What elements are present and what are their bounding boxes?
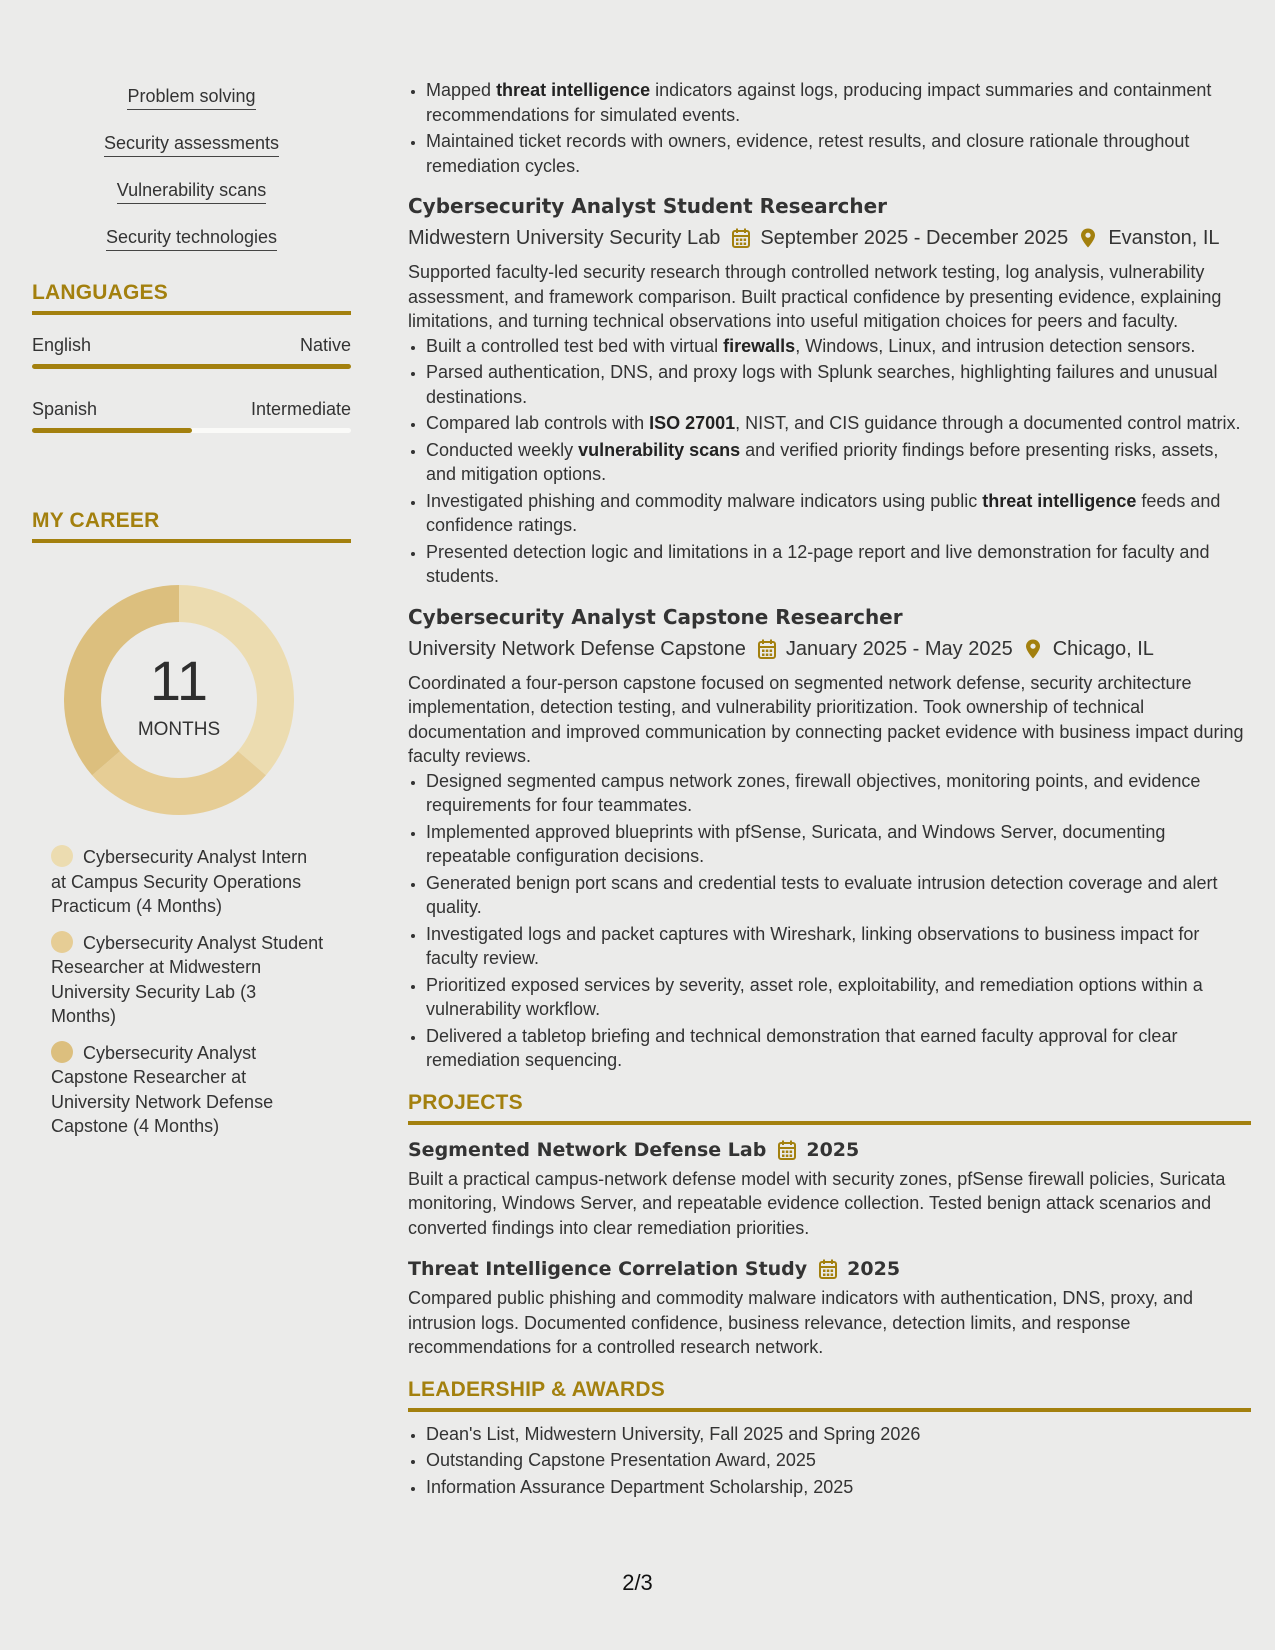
- job-title: Cybersecurity Analyst Capstone Researcher: [408, 604, 903, 629]
- career-donut-chart: [64, 585, 294, 815]
- bullet-item: • Designed segmented campus network zones, firewall objectives, monitoring points, and evidence requirements for four teammates.: [426, 769, 1251, 818]
- calendar-icon: [732, 228, 750, 248]
- bullet-item: • Generated benign port scans and credential tests to evaluate intrusion detection coverage and alert quality.: [426, 871, 1251, 920]
- award-item: • Outstanding Capstone Presentation Award, 2025: [426, 1448, 1251, 1473]
- skills-list: [32, 0, 351, 251]
- language-bar-fill: [32, 428, 192, 433]
- legend-label: Cybersecurity Analyst Student Researcher at Midwestern University Security Lab (3 Months): [51, 932, 324, 1026]
- career-total-months: 11: [149, 649, 209, 712]
- career-unit-label: MONTHS: [137, 719, 221, 740]
- job-description: Coordinated a four-person capstone focused on segmented network defense, security architecture implementation, detection testing, and vulnerability prioritization. Took ownership of technical documentation and improved communication by connecting packet evidence with business impact during faculty reviews.: [408, 672, 1244, 766]
- job-title: Cybersecurity Analyst Student Researcher: [408, 194, 887, 218]
- job-meta: [408, 635, 1251, 663]
- bullet-item: • Mapped threat intelligence indicators against logs, producing impact summaries and containment recommendations for simulated events.: [426, 78, 1251, 127]
- awards-heading: LEADERSHIP & AWARDS: [408, 1378, 1251, 1412]
- language-bar: [32, 364, 351, 369]
- job-bullets: [408, 769, 1251, 1073]
- languages-heading: LANGUAGES: [32, 281, 351, 315]
- location-pin-icon: [1080, 228, 1098, 248]
- language-name: Spanish: [32, 399, 98, 419]
- right-column: [408, 78, 1251, 1501]
- legend-label: Cybersecurity Analyst Intern at Campus Security Operations Practicum (4 Months): [51, 847, 308, 916]
- job-org: Midwestern University Security Lab: [408, 227, 721, 249]
- job-entry: [408, 603, 1251, 1073]
- award-item: • Information Assurance Department Scholarship, 2025: [426, 1475, 1251, 1500]
- bullet-item: • Investigated logs and packet captures with Wireshark, linking observations to business impact for faculty review.: [426, 922, 1251, 971]
- job-org: University Network Defense Capstone: [408, 637, 746, 660]
- location-pin-icon: [1025, 639, 1043, 659]
- languages-section: [32, 281, 351, 433]
- project-entry: [408, 1137, 1251, 1241]
- bullet-item: • Prioritized exposed services by severity, asset role, exploitability, and remediation options within a vulnerability workflow.: [426, 973, 1251, 1022]
- bullet-item: • Implemented approved blueprints with pfSense, Suricata, and Windows Server, documenting repeatable configuration decisions.: [426, 820, 1251, 869]
- previous-job-bullets: [408, 78, 1251, 178]
- language-item: [32, 399, 351, 433]
- calendar-icon: [819, 1259, 837, 1279]
- legend-dot: [51, 845, 73, 867]
- bullet-item: • Investigated phishing and commodity malware indicators using public threat intelligence feeds and confidence ratings.: [426, 489, 1251, 538]
- legend-dot: [51, 1041, 73, 1063]
- language-item: [32, 335, 351, 369]
- award-item: • Dean's List, Midwestern University, Fall 2025 and Spring 2026: [426, 1422, 1251, 1447]
- project-date: 2025: [847, 1258, 901, 1280]
- bullet-item: • Parsed authentication, DNS, and proxy logs with Splunk searches, highlighting failures and unusual destinations.: [426, 360, 1251, 409]
- language-level: Intermediate: [250, 399, 351, 419]
- bullet-item: • Built a controlled test bed with virtual firewalls, Windows, Linux, and intrusion detection sensors.: [426, 334, 1251, 359]
- legend-label: Cybersecurity Analyst Capstone Researcher at University Network Defense Capstone (4 Months): [51, 1042, 274, 1136]
- legend-dot: [51, 931, 73, 953]
- job-dates: January 2025 - May 2025: [785, 637, 1013, 660]
- awards-list: [408, 1422, 1251, 1500]
- career-section: [32, 509, 351, 1139]
- project-description: Compared public phishing and commodity malware indicators with authentication, DNS, proxy, and intrusion logs. Documented confidence, business relevance, detection limits, and response recommendations for a controlled research network.: [408, 1288, 1194, 1357]
- project-entry: [408, 1256, 1251, 1360]
- career-heading: MY CAREER: [32, 509, 351, 543]
- job-bullets: [408, 334, 1251, 589]
- job-location: Chicago, IL: [1052, 637, 1154, 660]
- job-entry: [408, 192, 1251, 589]
- page-number: 2/3: [622, 1570, 653, 1595]
- project-title: Segmented Network Defense Lab: [408, 1138, 767, 1161]
- skill-item: Security technologies: [106, 227, 277, 251]
- legend-item: [51, 931, 326, 1029]
- project-description: Built a practical campus-network defense model with security zones, pfSense firewall policies, Suricata monitoring, Windows Server, and repeatable evidence collection. Tested benign attack scenarios and converted findings into clear remediation priorities.: [408, 1168, 1226, 1238]
- awards-section: [408, 1378, 1251, 1500]
- job-dates: September 2025 - December 2025: [760, 227, 1069, 249]
- legend-item: [51, 1041, 326, 1139]
- bullet-item: • Delivered a tabletop briefing and technical demonstration that earned faculty approval for clear remediation sequencing.: [426, 1024, 1251, 1073]
- skill-item: Problem solving: [127, 86, 255, 110]
- career-legend: [51, 845, 326, 1139]
- project-title: Threat Intelligence Correlation Study: [408, 1258, 808, 1280]
- language-bar-fill: [32, 364, 351, 369]
- calendar-icon: [778, 1140, 796, 1160]
- job-meta: [408, 224, 1251, 252]
- bullet-item: • Conducted weekly vulnerability scans and verified priority findings before presenting risks, assets, and mitigation options.: [426, 438, 1251, 487]
- skill-item: Vulnerability scans: [117, 180, 266, 204]
- project-date: 2025: [806, 1138, 860, 1161]
- legend-item: [51, 845, 326, 919]
- bullet-item: • Maintained ticket records with owners, evidence, retest results, and closure rationale throughout remediation cycles.: [426, 129, 1251, 178]
- bullet-item: • Presented detection logic and limitations in a 12-page report and live demonstration for faculty and students.: [426, 540, 1251, 589]
- job-location: Evanston, IL: [1108, 227, 1220, 249]
- language-name: English: [32, 335, 92, 355]
- language-level: Native: [299, 335, 351, 355]
- projects-section: [408, 1091, 1251, 1360]
- projects-heading: PROJECTS: [408, 1091, 1251, 1125]
- skill-item: Security assessments: [104, 133, 279, 157]
- language-bar: [32, 428, 351, 433]
- job-description: Supported faculty-led security research through controlled network testing, log analysis, vulnerability assessment, and framework comparison. Built practical confidence by presenting evidence, explaining limitations, and turning technical observations into useful mitigation choices for peers and faculty.: [408, 262, 1222, 331]
- bullet-item: • Compared lab controls with ISO 27001, NIST, and CIS guidance through a documented control matrix.: [426, 411, 1251, 436]
- left-column: [32, 0, 351, 1151]
- calendar-icon: [758, 639, 776, 659]
